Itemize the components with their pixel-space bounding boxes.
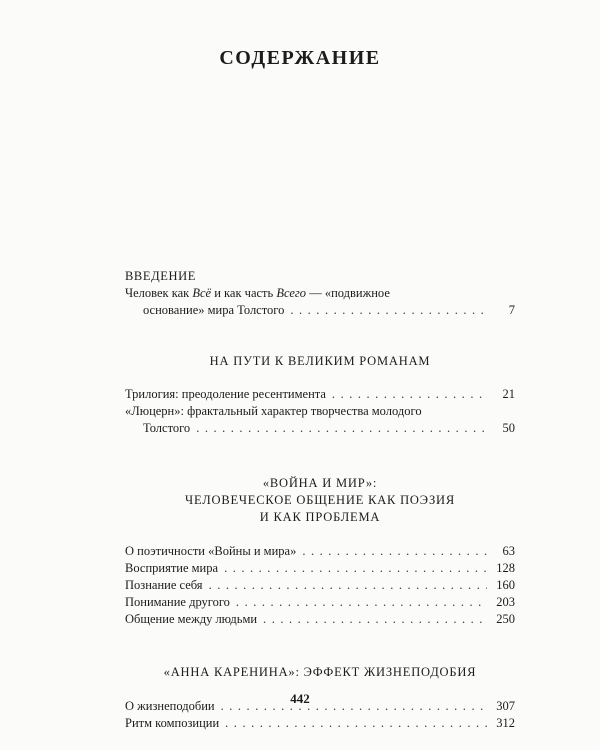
dot-leader xyxy=(236,594,487,611)
dot-leader xyxy=(263,611,487,628)
toc-entry-text: Восприятие мира xyxy=(125,561,219,575)
page-title: СОДЕРЖАНИЕ xyxy=(219,47,381,69)
toc-entry xyxy=(125,611,515,628)
toc-page-number: 203 xyxy=(496,595,515,609)
toc-entry-text: О поэтичности «Войны и мира» xyxy=(125,544,297,558)
section-heading-line: И КАК ПРОБЛЕМА xyxy=(259,510,381,524)
toc-page-number: 307 xyxy=(496,699,515,713)
toc-page-number: 250 xyxy=(496,612,515,626)
toc-entry xyxy=(125,577,515,594)
dot-leader xyxy=(290,302,487,319)
toc-entry-line xyxy=(125,403,515,420)
toc-entry-line xyxy=(125,577,515,594)
toc-page-number: 160 xyxy=(496,578,515,592)
toc-entry-line xyxy=(125,285,515,302)
section-heading-line: «АННА КАРЕНИНА»: ЭФФЕКТ ЖИЗНЕПОДОБИЯ xyxy=(163,665,477,679)
toc-page-number: 63 xyxy=(502,544,515,558)
toc-entry-text: «Люцерн»: фрактальный характер творчества молодого xyxy=(125,404,422,418)
dot-leader xyxy=(209,577,487,594)
toc-entry-text: Человек как Всё и как часть Всего — «подвижное xyxy=(125,286,390,300)
toc-page-number: 312 xyxy=(496,716,515,730)
toc-entry-text: О жизнеподобии xyxy=(125,699,215,713)
dot-leader xyxy=(225,715,487,732)
dot-leader xyxy=(332,386,487,403)
section-heading-line: НА ПУТИ К ВЕЛИКИМ РОМАНАМ xyxy=(209,354,431,368)
toc-entry xyxy=(125,543,515,560)
toc-page-number: 50 xyxy=(502,421,515,435)
toc-entry-text: Ритм композиции xyxy=(125,716,220,730)
intro-heading: ВВЕДЕНИЕ xyxy=(125,269,196,283)
toc-page-number: 21 xyxy=(502,387,515,401)
toc-entry-line xyxy=(125,543,515,560)
toc-page-number: 128 xyxy=(496,561,515,575)
toc-entry-text: Познание себя xyxy=(125,578,203,592)
toc-entry-text: Понимание другого xyxy=(125,595,230,609)
toc-entry xyxy=(125,386,515,403)
toc-entry-line xyxy=(125,560,515,577)
toc-entry-line xyxy=(125,715,515,732)
section-heading-line: ЧЕЛОВЕЧЕСКОЕ ОБЩЕНИЕ КАК ПОЭЗИЯ xyxy=(185,493,455,507)
section-heading xyxy=(125,664,515,681)
section-heading xyxy=(125,353,515,370)
toc-entry-line xyxy=(125,420,515,437)
toc-entry xyxy=(125,594,515,611)
toc-page-number: 7 xyxy=(508,303,515,317)
toc-entry xyxy=(125,403,515,437)
toc-entry xyxy=(125,560,515,577)
section-heading-line: «ВОЙНА И МИР»: xyxy=(262,476,378,490)
dot-leader xyxy=(302,543,487,560)
section-heading xyxy=(125,475,515,526)
toc-entry-intro xyxy=(125,285,515,319)
toc-entry-line xyxy=(125,594,515,611)
toc-entry-text: Трилогия: преодоление ресентимента xyxy=(125,387,326,401)
table-of-contents xyxy=(125,268,515,732)
toc-entry-text: основание» мира Толстого xyxy=(143,303,285,317)
dot-leader xyxy=(196,420,487,437)
dot-leader xyxy=(224,560,487,577)
toc-entry-line xyxy=(125,302,515,319)
page-number: 442 xyxy=(290,691,310,706)
toc-entry-text: Толстого xyxy=(143,421,191,435)
toc-entry-text: Общение между людьми xyxy=(125,612,258,626)
toc-entry-line xyxy=(125,611,515,628)
toc-sections xyxy=(125,353,515,732)
toc-entry-line xyxy=(125,386,515,403)
toc-entry xyxy=(125,715,515,732)
